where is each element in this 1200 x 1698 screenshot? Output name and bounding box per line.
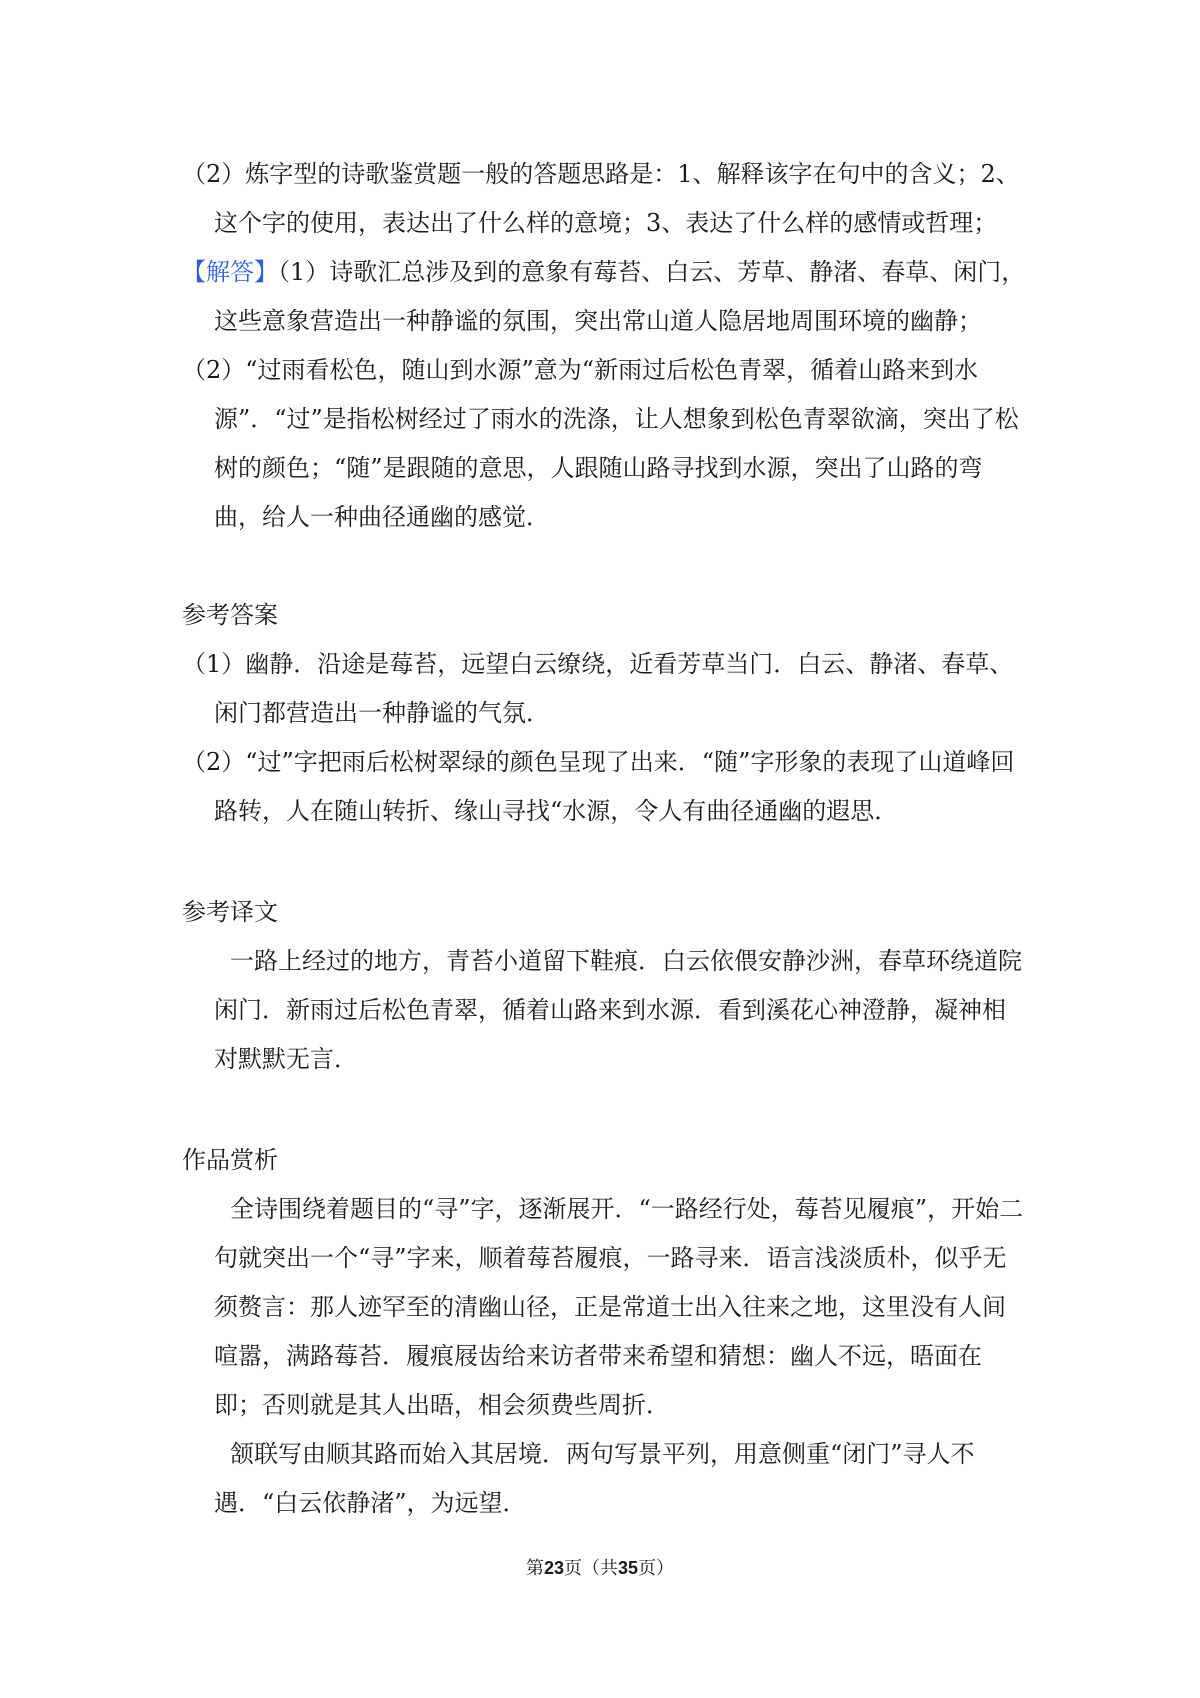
page-content [182, 150, 1027, 1528]
appreciation-paragraph-2: 颔联写由顺其路而始入其居境．两句写景平列，用意侧重“闭门”寻人不遇．“白云依静渚”，为远望． [214, 1440, 975, 1517]
analysis-point-2: （2）炼字型的诗歌鉴赏题一般的答题思路是：1、解释该字在句中的含义；2、这个字的使用，表达出了什么样的意境；3、表达了什么样的感情或哲理； [182, 160, 1020, 237]
reference-answer-heading: 参考答案 [182, 601, 278, 629]
translation-text: 一路上经过的地方，青苔小道留下鞋痕．白云依偎安静沙洲，春草环绕道院闲门．新雨过后松色青翠，循着山路来到水源．看到溪花心神澄静，凝神相对默默无言． [214, 947, 1022, 1073]
reference-answer-item-2: （2）“过”字把雨后松树翠绿的颜色呈现了出来．“随”字形象的表现了山道峰回路转，人在随山转折、缘山寻找“水源，令人有曲径通幽的遐思． [182, 748, 1015, 825]
footer-middle: 页（共 [564, 1558, 618, 1579]
reference-answer-item-1: （1）幽静．沿途是莓苔，远望白云缭绕，近看芳草当门．白云、静渚、春草、闲门都营造出一种静谧的气氛． [182, 650, 1014, 727]
answer-item-2: （2）“过雨看松色，随山到水源”意为“新雨过后松色青翠，循着山路来到水源”．“过”是指松树经过了雨水的洗涤，让人想象到松色青翠欲滴，突出了松树的颜色；“随”是跟随的意思，人跟随山路寻找到水源，突出了山路的弯曲，给人一种曲径通幽的感觉． [182, 356, 1019, 531]
page-footer [0, 1554, 1200, 1580]
footer-prefix: 第 [525, 1558, 544, 1579]
footer-suffix: 页） [638, 1558, 675, 1579]
answer-tag: 【解答】 [182, 258, 278, 286]
current-page-number: 23 [543, 1558, 564, 1578]
appreciation-paragraph-1: 全诗围绕着题目的“寻”字，逐渐展开．“一路经行处，莓苔见履痕”，开始二句就突出一个“寻”字来，顺着莓苔履痕，一路寻来．语言浅淡质朴，似乎无须赘言：那人迹罕至的清幽山径，正是常道士出入往来之地，这里没有人间喧嚣，满路莓苔．履痕屐齿给来访者带来希望和猜想：幽人不远，晤面在即；否则就是其人出晤，相会须费些周折． [214, 1195, 1024, 1419]
total-pages-number: 35 [618, 1558, 639, 1578]
appreciation-heading: 作品赏析 [182, 1146, 278, 1174]
answer-item-1 [182, 248, 1027, 346]
translation-heading: 参考译文 [182, 898, 278, 926]
answer-item-1-text: （1）诗歌汇总涉及到的意象有莓苔、白云、芳草、静渚、春草、闲门，这些意象营造出一种静谧的氛围，突出常山道人隐居地周围环境的幽静； [214, 258, 1026, 335]
